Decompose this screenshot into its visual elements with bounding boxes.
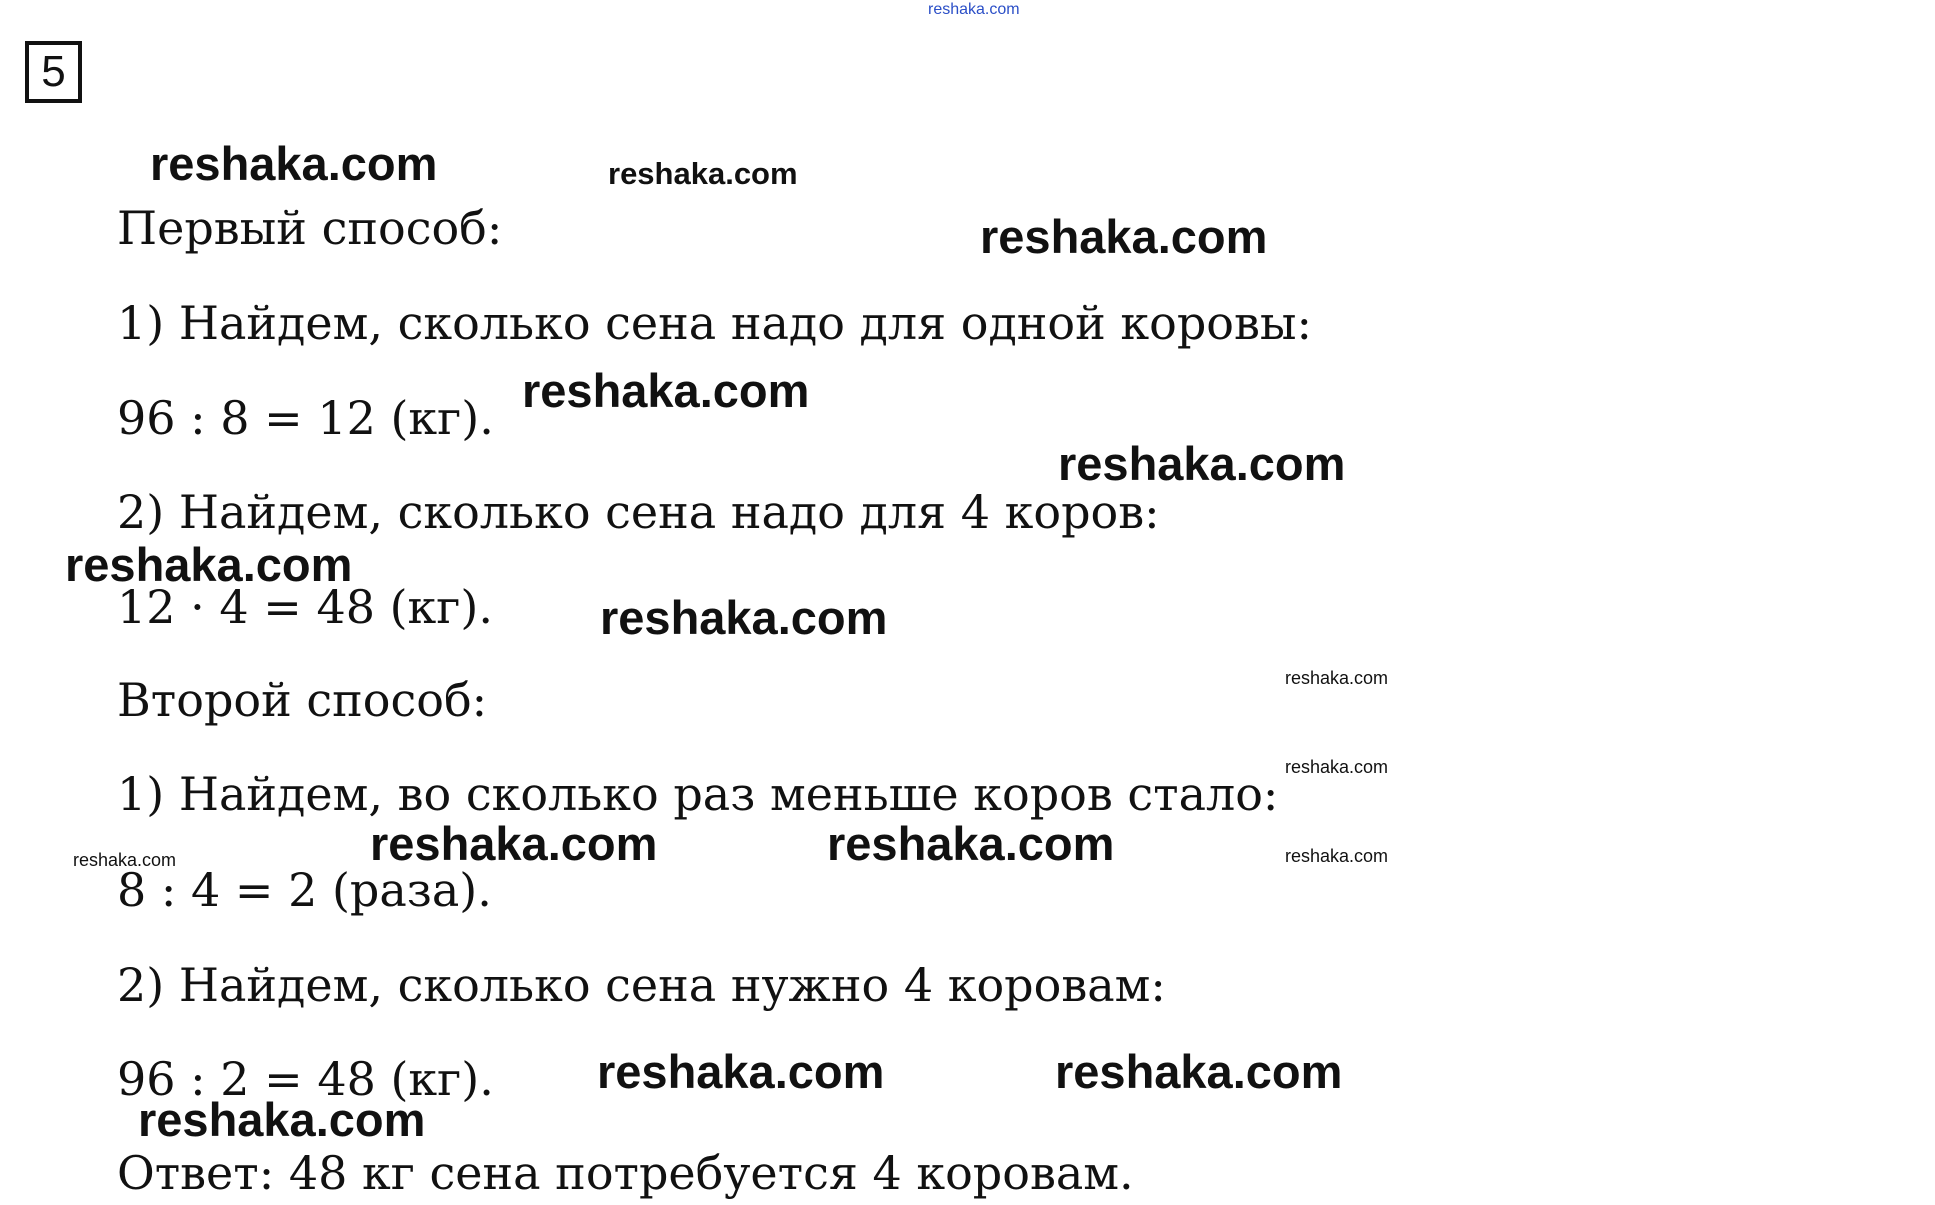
watermark: reshaka.com bbox=[1058, 437, 1346, 490]
answer-line: Ответ: 48 кг сена потребуется 4 коровам. bbox=[117, 1146, 1134, 1200]
watermark: reshaka.com bbox=[1285, 668, 1389, 688]
task-number-box: 5 bbox=[25, 41, 82, 103]
watermark: reshaka.com bbox=[597, 1045, 885, 1098]
watermark: reshaka.com bbox=[73, 850, 177, 870]
method-two-heading: Второй способ: bbox=[117, 673, 488, 727]
watermark: reshaka.com bbox=[1285, 846, 1389, 866]
method-two-step-two: 2) Найдем, сколько сена нужно 4 коровам: bbox=[117, 958, 1166, 1012]
watermark: reshaka.com bbox=[600, 591, 888, 644]
method-one-step-one-calc: 96 : 8 = 12 (кг). bbox=[117, 391, 494, 445]
method-two-step-two-calc: 96 : 2 = 48 (кг). bbox=[117, 1052, 494, 1106]
watermark: reshaka.com bbox=[608, 156, 798, 191]
watermark: reshaka.com bbox=[370, 817, 658, 870]
method-two-step-one-calc: 8 : 4 = 2 (раза). bbox=[117, 863, 492, 917]
method-one-step-one: 1) Найдем, сколько сена надо для одной коровы: bbox=[117, 296, 1312, 350]
watermark: reshaka.com bbox=[65, 538, 353, 591]
watermark: reshaka.com bbox=[980, 210, 1268, 263]
watermark: reshaka.com bbox=[150, 137, 438, 190]
watermark: reshaka.com bbox=[522, 364, 810, 417]
watermark-top: reshaka.com bbox=[928, 1, 1020, 18]
method-one-step-two-calc: 12 · 4 = 48 (кг). bbox=[117, 580, 493, 634]
watermark: reshaka.com bbox=[138, 1093, 426, 1146]
method-two-step-one: 1) Найдем, во сколько раз меньше коров стало: bbox=[117, 767, 1279, 821]
method-one-heading: Первый способ: bbox=[117, 201, 503, 255]
watermark: reshaka.com bbox=[827, 817, 1115, 870]
method-one-step-two: 2) Найдем, сколько сена надо для 4 коров: bbox=[117, 485, 1160, 539]
watermark: reshaka.com bbox=[1055, 1045, 1343, 1098]
watermark: reshaka.com bbox=[1285, 757, 1389, 777]
